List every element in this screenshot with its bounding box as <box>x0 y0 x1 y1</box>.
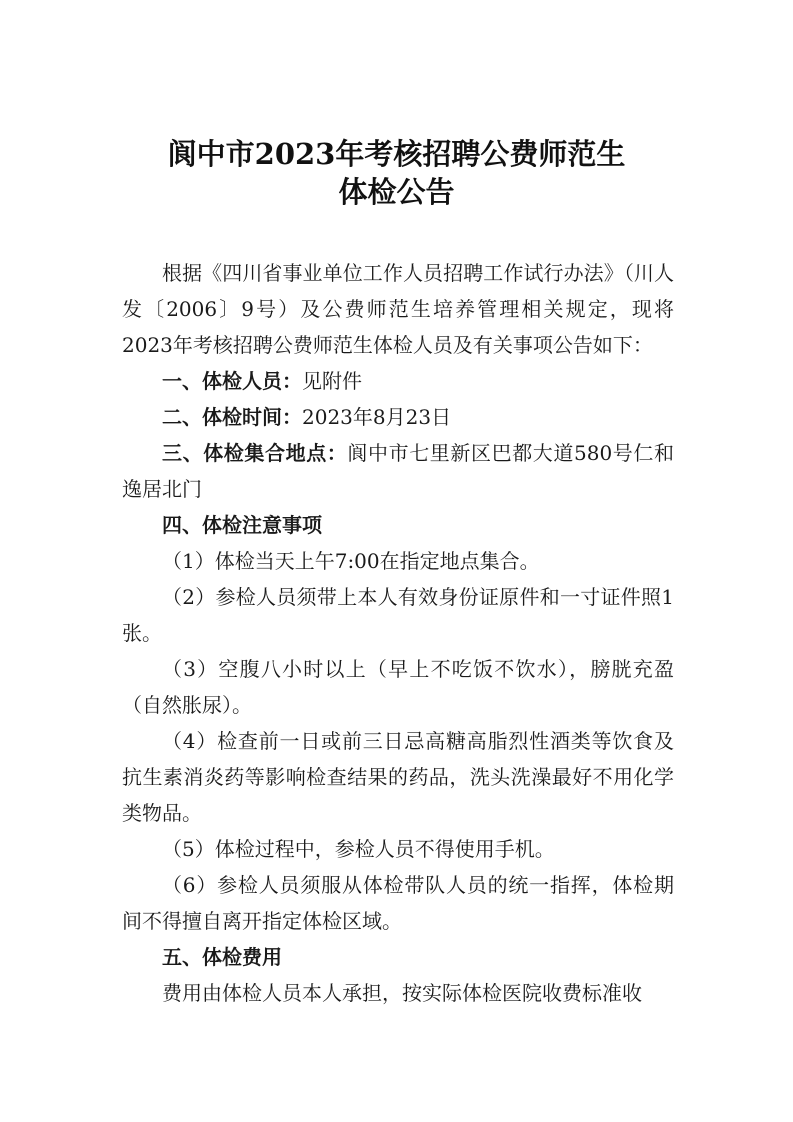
section-3-label: 三、体检集合地点： <box>162 441 348 465</box>
section-2-label: 二、体检时间： <box>162 405 302 429</box>
section-2 <box>122 399 674 435</box>
section-1-text: 见附件 <box>302 369 362 393</box>
notice-item-4: （4）检查前一日或前三日忌高糖高脂烈性酒类等饮食及抗生素消炎药等影响检查结果的药品，洗头洗澡最好不用化学类物品。 <box>122 729 674 825</box>
intro-paragraph: 根据《四川省事业单位工作人员招聘工作试行办法》（川人发〔2006〕9号）及公费师范生培养管理相关规定，现将2023年考核招聘公费师范生体检人员及有关事项公告如下： <box>122 261 674 357</box>
section-5-heading <box>122 939 674 975</box>
notice-item-5: （5）体检过程中，参检人员不得使用手机。 <box>162 837 555 861</box>
notice-item-6: （6）参检人员须服从体检带队人员的统一指挥，体检期间不得擅自离开指定体检区域。 <box>122 873 674 933</box>
section-1-label: 一、体检人员： <box>162 369 302 393</box>
document-title-line-2: 体检公告 <box>338 175 455 209</box>
notice-item-2: （2）参检人员须带上本人有效身份证原件和一寸证件照1张。 <box>122 585 674 645</box>
notice-item-3: （3）空腹八小时以上（早上不吃饭不饮水），膀胱充盈（自然胀尿）。 <box>122 657 674 717</box>
section-3-text: 阆中市七里新区巴都大道580号仁和逸居北门 <box>122 441 674 501</box>
section-1 <box>122 363 674 399</box>
document-body <box>122 255 674 1011</box>
section-4-label: 四、体检注意事项 <box>162 513 322 537</box>
section-5-text: 费用由体检人员本人承担，按实际体检医院收费标准收 <box>162 981 642 1005</box>
section-5-label: 五、体检费用 <box>162 945 282 969</box>
section-2-text: 2023年8月23日 <box>302 405 452 429</box>
document-title-line-1: 阆中市2023年考核招聘公费师范生 <box>167 137 626 171</box>
section-4-heading <box>122 507 674 543</box>
notice-item-1: （1）体检当天上午7:00在指定地点集合。 <box>162 549 540 573</box>
section-3 <box>122 435 674 507</box>
